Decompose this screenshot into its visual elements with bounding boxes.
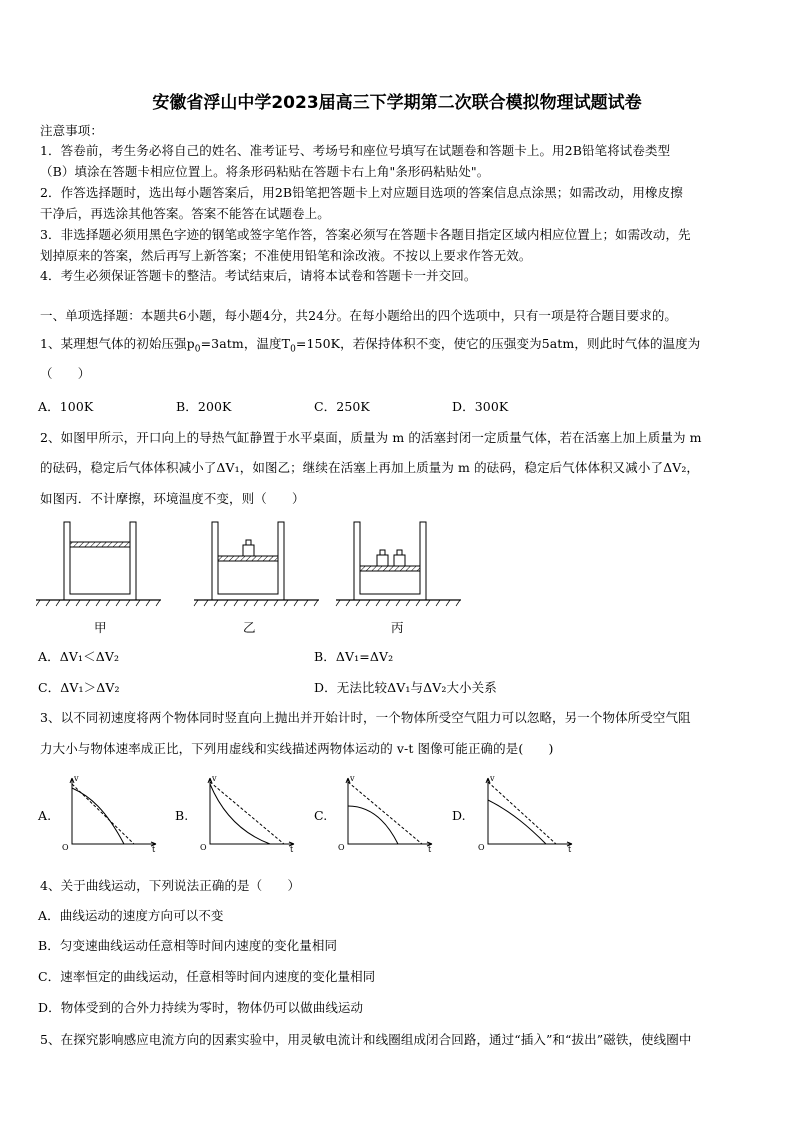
section-heading: 一、单项选择题：本题共6小题，每小题4分，共24分。在每小题给出的四个选项中，只有一项是符合题目要求的。 (40, 308, 678, 323)
notes-line: 4．考生必须保证答题卡的整洁。考试结束后，请将本试卷和答题卡一并交回。 (40, 268, 477, 283)
axis-o: O (338, 843, 345, 852)
vt-graph-d (476, 772, 576, 852)
q2-stem-line: 的砝码，稳定后气体体积减小了ΔV₁，如图乙；继续在活塞上再加上质量为 m 的砝码，稳定后气体体积又减小了ΔV₂， (40, 460, 700, 475)
q4-option-c[interactable]: C．速率恒定的曲线运动，任意相等时间内速度的变化量相同 (38, 969, 376, 984)
axis-t: t (568, 845, 572, 852)
fig-label-bing: 丙 (391, 620, 404, 635)
q1-blank: （ ） (40, 366, 91, 381)
vt-graph-c (336, 772, 436, 852)
fig-label-jia: 甲 (94, 620, 107, 635)
q3-stem-line: 力大小与物体速率成正比，下列用虚线和实线描述两物体运动的 v-t 图像可能正确的是( ) (40, 741, 554, 756)
notes-line: 2．作答选择题时，选出每小题答案后，用2B铅笔把答题卡上对应题目选项的答案信息点涂黑；如需改动，用橡皮擦 (40, 185, 683, 200)
axis-o: O (62, 843, 69, 852)
q3-option-a[interactable]: A. (38, 808, 52, 823)
page-title: 安徽省浮山中学2023届高三下学期第二次联合模拟物理试题试卷 (152, 93, 642, 113)
q2-stem-line: 2、如图甲所示，开口向上的导热气缸静置于水平桌面，质量为 m 的活塞封闭一定质量气体，若在活塞上加上质量为 m (40, 430, 702, 445)
axis-t: t (152, 845, 156, 852)
q5-stem: 5、在探究影响感应电流方向的因素实验中，用灵敏电流计和线圈组成闭合回路，通过“插入”和“拔出”磁铁，使线圈中 (40, 1032, 692, 1047)
notes-line: 干净后，再选涂其他答案。答案不能答在试题卷上。 (40, 206, 330, 221)
q3-option-d[interactable]: D. (452, 808, 466, 823)
q1-option-a[interactable]: A．100K (38, 399, 94, 414)
q1-option-b[interactable]: B．200K (176, 399, 232, 414)
q1-stem: 1、某理想气体的初始压强$p_0=3atm$，温度$T_0=150K$，若保持体积不变，使它的压强变为5atm，则此时气体的温度为 (40, 336, 701, 355)
cylinder-bing (336, 522, 461, 606)
axis-o: O (200, 843, 207, 852)
q3-option-c[interactable]: C. (314, 808, 328, 823)
axis-o: O (478, 843, 485, 852)
notes-line: 1．答卷前，考生务必将自己的姓名、准考证号、考场号和座位号填写在试题卷和答题卡上。用2B铅笔将试卷类型 (40, 143, 671, 158)
axis-v: v (350, 774, 355, 783)
q1-option-d[interactable]: D．300K (452, 399, 509, 414)
q2-option-b[interactable]: B．ΔV₁=ΔV₂ (314, 649, 394, 664)
q4-option-b[interactable]: B．匀变速曲线运动任意相等时间内速度的变化量相同 (38, 938, 338, 953)
q2-option-d[interactable]: D．无法比较ΔV₁与ΔV₂大小关系 (314, 680, 497, 695)
fig-label-yi: 乙 (243, 620, 256, 635)
axis-v: v (74, 774, 79, 783)
notes-line: 划掉原来的答案，然后再写上新答案；不准使用铅笔和涂改液。不按以上要求作答无效。 (40, 248, 532, 263)
cylinder-jia (36, 522, 161, 606)
q2-option-c[interactable]: C．ΔV₁＞ΔV₂ (38, 680, 120, 695)
q4-stem: 4、关于曲线运动，下列说法正确的是（ ） (40, 878, 301, 893)
notes-line: （B）填涂在答题卡相应位置上。将条形码粘贴在答题卡右上角"条形码粘贴处"。 (40, 164, 490, 179)
q3-option-b[interactable]: B. (175, 808, 189, 823)
q2-option-a[interactable]: A．ΔV₁＜ΔV₂ (38, 649, 120, 664)
axis-v: v (490, 774, 495, 783)
notes-heading: 注意事项： (40, 123, 104, 138)
axis-t: t (428, 845, 432, 852)
q4-option-a[interactable]: A．曲线运动的速度方向可以不变 (38, 908, 224, 923)
notes-line: 3．非选择题必须用黑色字迹的钢笔或签字笔作答，答案必须写在答题卡各题目指定区域内相应位置上；如需改动，先 (40, 227, 691, 242)
cylinder-yi (194, 522, 319, 606)
vt-graph-b (198, 772, 298, 852)
q4-option-d[interactable]: D．物体受到的合外力持续为零时，物体仍可以做曲线运动 (38, 1000, 364, 1015)
q2-stem-line: 如图丙．不计摩擦，环境温度不变，则（ ） (40, 491, 305, 506)
axis-t: t (290, 845, 294, 852)
vt-graph-a (60, 772, 160, 852)
axis-v: v (212, 774, 217, 783)
cylinder-figures (36, 516, 476, 608)
q3-stem-line: 3、以不同初速度将两个物体同时竖直向上抛出并开始计时，一个物体所受空气阻力可以忽略，另一个物体所受空气阻 (40, 710, 691, 725)
q1-option-c[interactable]: C．250K (314, 399, 370, 414)
